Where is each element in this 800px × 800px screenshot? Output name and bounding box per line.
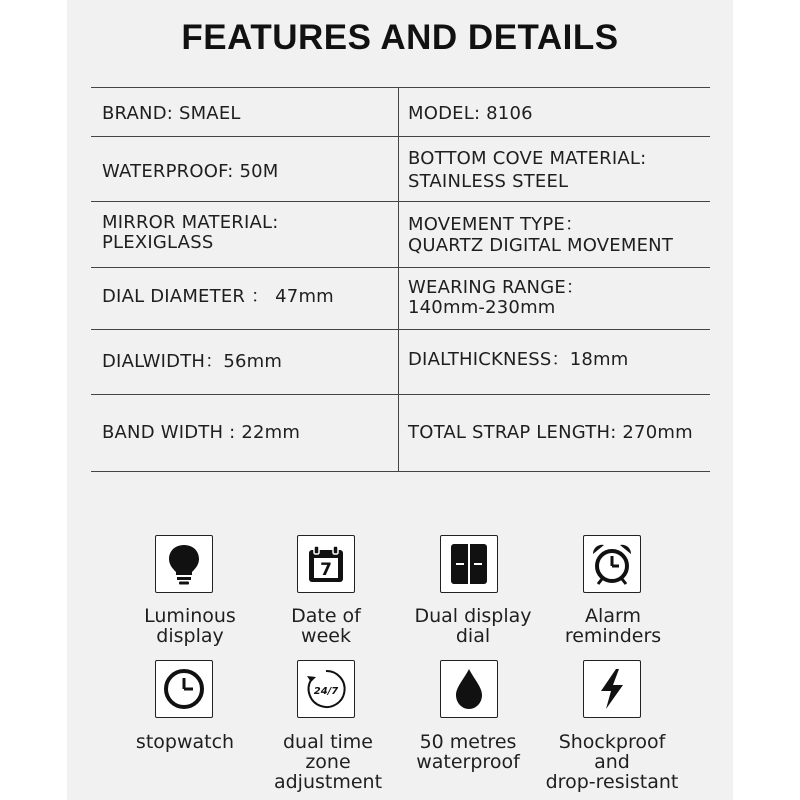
lightbulb-icon — [155, 535, 213, 593]
feature-label-line: Dual display — [414, 605, 532, 627]
feature-label-line: waterproof — [416, 751, 520, 773]
spec-movement-label: MOVEMENT TYPE： — [408, 214, 584, 235]
feature-label-line: Date of — [291, 605, 361, 627]
spec-bottom-cover-value: STAINLESS STEEL — [408, 171, 569, 192]
feature-label-line: 50 metres — [419, 731, 517, 753]
calendar-icon — [297, 535, 355, 593]
feature-label-line: dual time — [283, 731, 373, 753]
row-divider — [91, 267, 710, 268]
feature-label-line: Luminous — [144, 605, 236, 627]
stopwatch-icon — [155, 660, 213, 718]
spec-waterproof: WATERPROOF: 50M — [102, 161, 279, 182]
spec-dial-width: DIALWIDTH：56mm — [102, 351, 283, 372]
feature-label-line: and — [594, 751, 630, 773]
time-zone-text: 24/7 — [313, 686, 339, 697]
feature-label-line: drop-resistant — [545, 771, 679, 793]
spec-mirror-value: PLEXIGLASS — [102, 232, 214, 253]
feature-label-line: dial — [455, 625, 491, 647]
spec-brand: BRAND: SMAEL — [102, 103, 241, 124]
spec-bottom-cover-label: BOTTOM COVE MATERIAL: — [408, 148, 647, 169]
spec-model: MODEL: 8106 — [408, 103, 533, 124]
spec-movement-value: QUARTZ DIGITAL MOVEMENT — [408, 235, 674, 256]
spec-wearing-range-label: WEARING RANGE： — [408, 277, 585, 298]
table-border-top — [91, 87, 710, 88]
alarm-clock-icon — [583, 535, 641, 593]
row-divider — [91, 394, 710, 395]
page-title: FEATURES AND DETAILS — [181, 18, 619, 57]
feature-label-line: zone — [305, 751, 351, 773]
feature-label-line: reminders — [564, 625, 662, 647]
spec-wearing-range-value: 140mm-230mm — [408, 297, 556, 318]
feature-label-shockproof — [527, 732, 697, 792]
feature-label-line: adjustment — [273, 771, 383, 793]
calendar-day-number: 7 — [320, 560, 332, 580]
feature-label-line: Shockproof — [558, 731, 666, 753]
table-border-bottom — [91, 471, 710, 472]
spec-mirror-label: MIRROR MATERIAL: — [102, 212, 279, 233]
feature-label-date — [241, 606, 411, 646]
feature-label-line: week — [301, 625, 351, 647]
spec-dial-diameter: DIAL DIAMETER ： 47mm — [102, 286, 334, 307]
feature-label-line: stopwatch — [135, 731, 235, 753]
spec-dial-thickness: DIALTHICKNESS：18mm — [408, 349, 629, 370]
feature-label-line: Alarm — [585, 605, 641, 627]
dual-time-zone-icon — [297, 660, 355, 718]
spec-band-width: BAND WIDTH : 22mm — [102, 422, 301, 443]
spec-strap-length: TOTAL STRAP LENGTH: 270mm — [408, 422, 693, 443]
lightning-icon — [583, 660, 641, 718]
feature-label-alarm — [528, 606, 698, 646]
spec-table — [91, 87, 710, 472]
feature-label-line: display — [156, 625, 224, 647]
row-divider — [91, 201, 710, 202]
dual-display-icon — [440, 535, 498, 593]
row-divider — [91, 329, 710, 330]
water-drop-icon — [440, 660, 498, 718]
column-divider — [398, 87, 399, 472]
row-divider — [91, 136, 710, 137]
